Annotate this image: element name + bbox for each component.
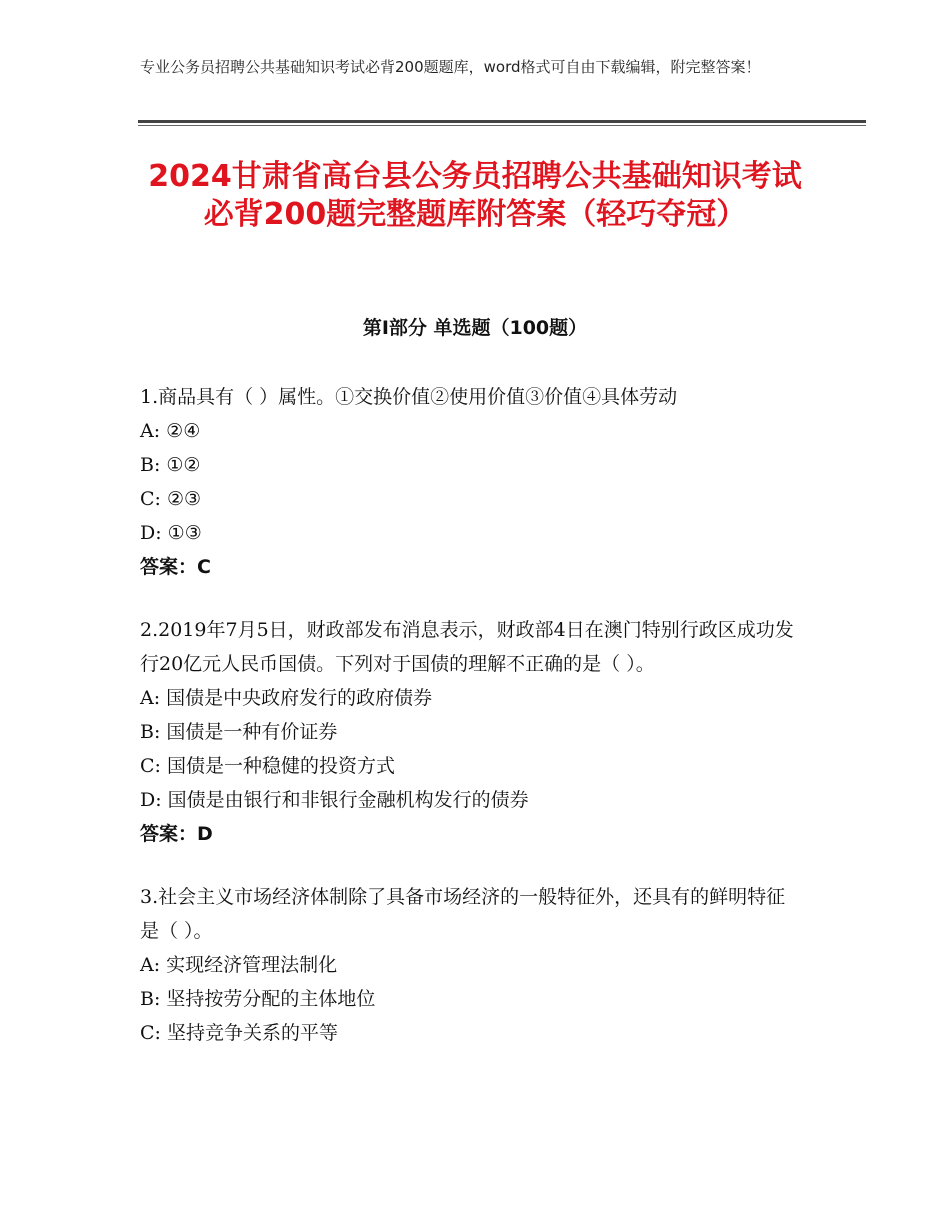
- question-stem: 2.2019年7月5日，财政部发布消息表示，财政部4日在澳门特别行政区成功发行20亿元人民币国债。下列对于国债的理解不正确的是（ ）。: [140, 619, 794, 675]
- question-stem: 1.商品具有（ ）属性。①交换价值②使用价值③价值④具体劳动: [140, 386, 678, 408]
- answer: 答案：C: [140, 556, 211, 578]
- section-title: 第Ⅰ部分 单选题（100题）: [362, 317, 588, 339]
- option-d: D: ①③: [140, 522, 202, 544]
- question-1: [140, 380, 800, 584]
- document-title: 2024甘肃省高台县公务员招聘公共基础知识考试必背200题完整题库附答案（轻巧夺冠）: [148, 159, 802, 232]
- option-a: A: ②④: [140, 420, 201, 442]
- question-3: [140, 880, 800, 1050]
- question-stem: 3.社会主义市场经济体制除了具备市场经济的一般特征外，还具有的鲜明特征是（ ）。: [140, 886, 786, 942]
- option-b: B: 坚持按劳分配的主体地位: [140, 988, 376, 1010]
- option-d: D: 国债是由银行和非银行金融机构发行的债券: [140, 789, 529, 811]
- question-2: [140, 613, 800, 851]
- answer: 答案：D: [140, 823, 213, 845]
- header-rule-thick: [138, 120, 866, 123]
- header-note: 专业公务员招聘公共基础知识考试必背200题题库，word格式可自由下载编辑，附完整答案！: [140, 58, 761, 76]
- option-a: A: 国债是中央政府发行的政府债券: [140, 687, 433, 709]
- option-c: C: ②③: [140, 488, 202, 510]
- question-list: [140, 380, 800, 1079]
- option-b: B: 国债是一种有价证券: [140, 721, 338, 743]
- header-rule-thin: [138, 125, 866, 126]
- option-c: C: 坚持竞争关系的平等: [140, 1022, 338, 1044]
- option-c: C: 国债是一种稳健的投资方式: [140, 755, 395, 777]
- option-a: A: 实现经济管理法制化: [140, 954, 338, 976]
- option-b: B: ①②: [140, 454, 201, 476]
